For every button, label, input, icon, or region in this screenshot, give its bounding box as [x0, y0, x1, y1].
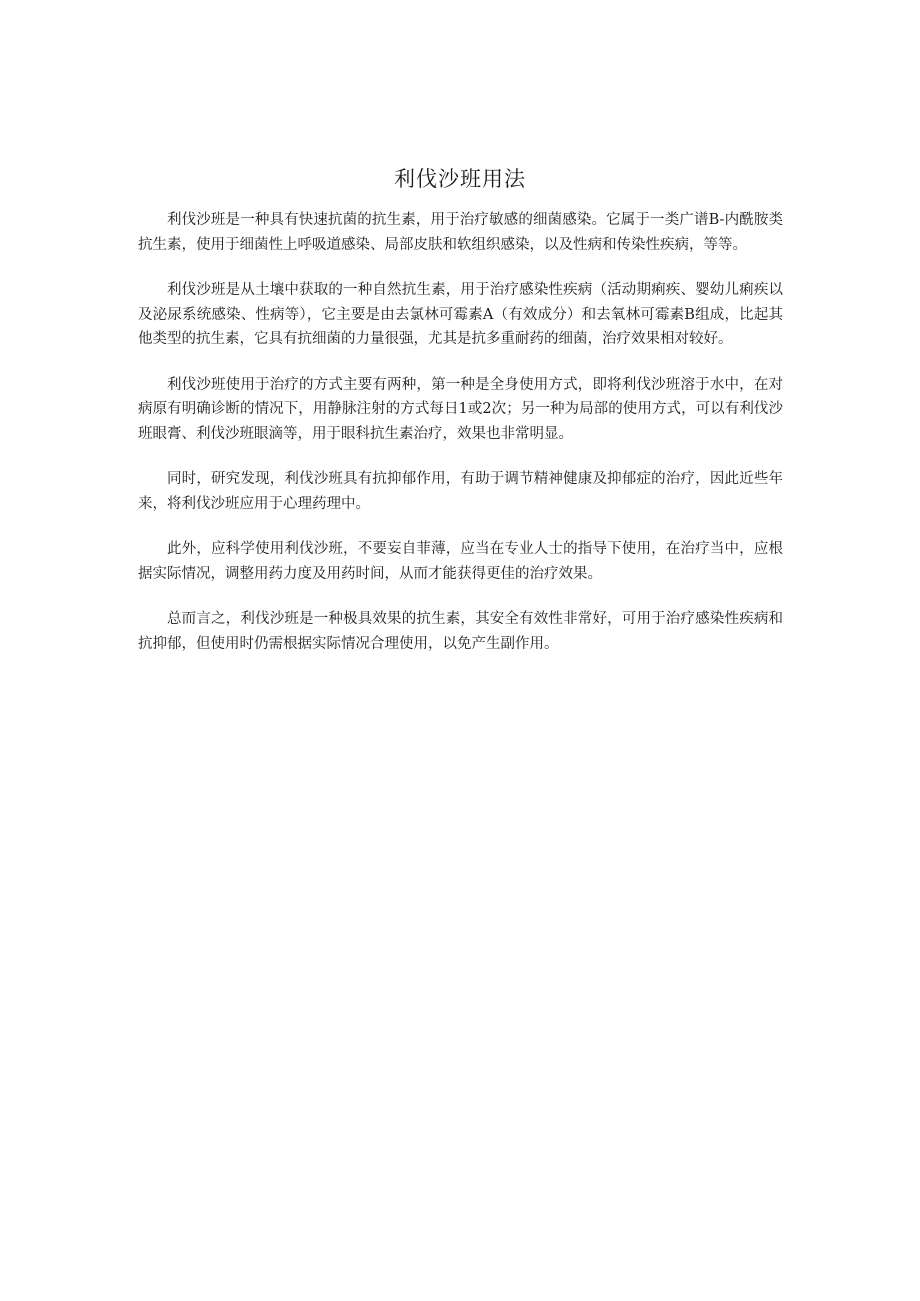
document-body — [138, 208, 783, 677]
paragraph-3: 利伐沙班使用于治疗的方式主要有两种，第一种是全身使用方式，即将利伐沙班溶于水中，在对病原有明确诊断的情况下，用静脉注射的方式每日1或2次；另一种为局部的使用方式，可以有利伐沙班眼膏、利伐沙班眼滴等，用于眼科抗生素治疗，效果也非常明显。 — [138, 376, 783, 442]
paragraph-2: 利伐沙班是从土壤中获取的一种自然抗生素，用于治疗感染性疾病（活动期痢疾、婴幼儿痢疾以及泌尿系统感染、性病等），它主要是由去氯林可霉素A（有效成分）和去氧林可霉素B组成，比起其他类型的抗生素，它具有抗细菌的力量很强，尤其是抗多重耐药的细菌，治疗效果相对较好。 — [138, 282, 783, 347]
paragraph-1: 利伐沙班是一种具有快速抗菌的抗生素，用于治疗敏感的细菌感染。它属于一类广谱B-内酰胺类抗生素，使用于细菌性上呼吸道感染、局部皮肤和软组织感染，以及性病和传染性疾病，等等。 — [138, 212, 783, 253]
paragraph-6: 总而言之，利伐沙班是一种极具效果的抗生素，其安全有效性非常好，可用于治疗感染性疾病和抗抑郁，但使用时仍需根据实际情况合理使用，以免产生副作用。 — [138, 611, 783, 652]
paragraph-4: 同时，研究发现，利伐沙班具有抗抑郁作用，有助于调节精神健康及抑郁症的治疗，因此近些年来，将利伐沙班应用于心理药理中。 — [138, 471, 783, 512]
document-title: 利伐沙班用法 — [394, 167, 526, 191]
paragraph-5: 此外，应科学使用利伐沙班，不要妄自菲薄，应当在专业人士的指导下使用，在治疗当中，应根据实际情况，调整用药力度及用药时间，从而才能获得更佳的治疗效果。 — [138, 541, 783, 582]
